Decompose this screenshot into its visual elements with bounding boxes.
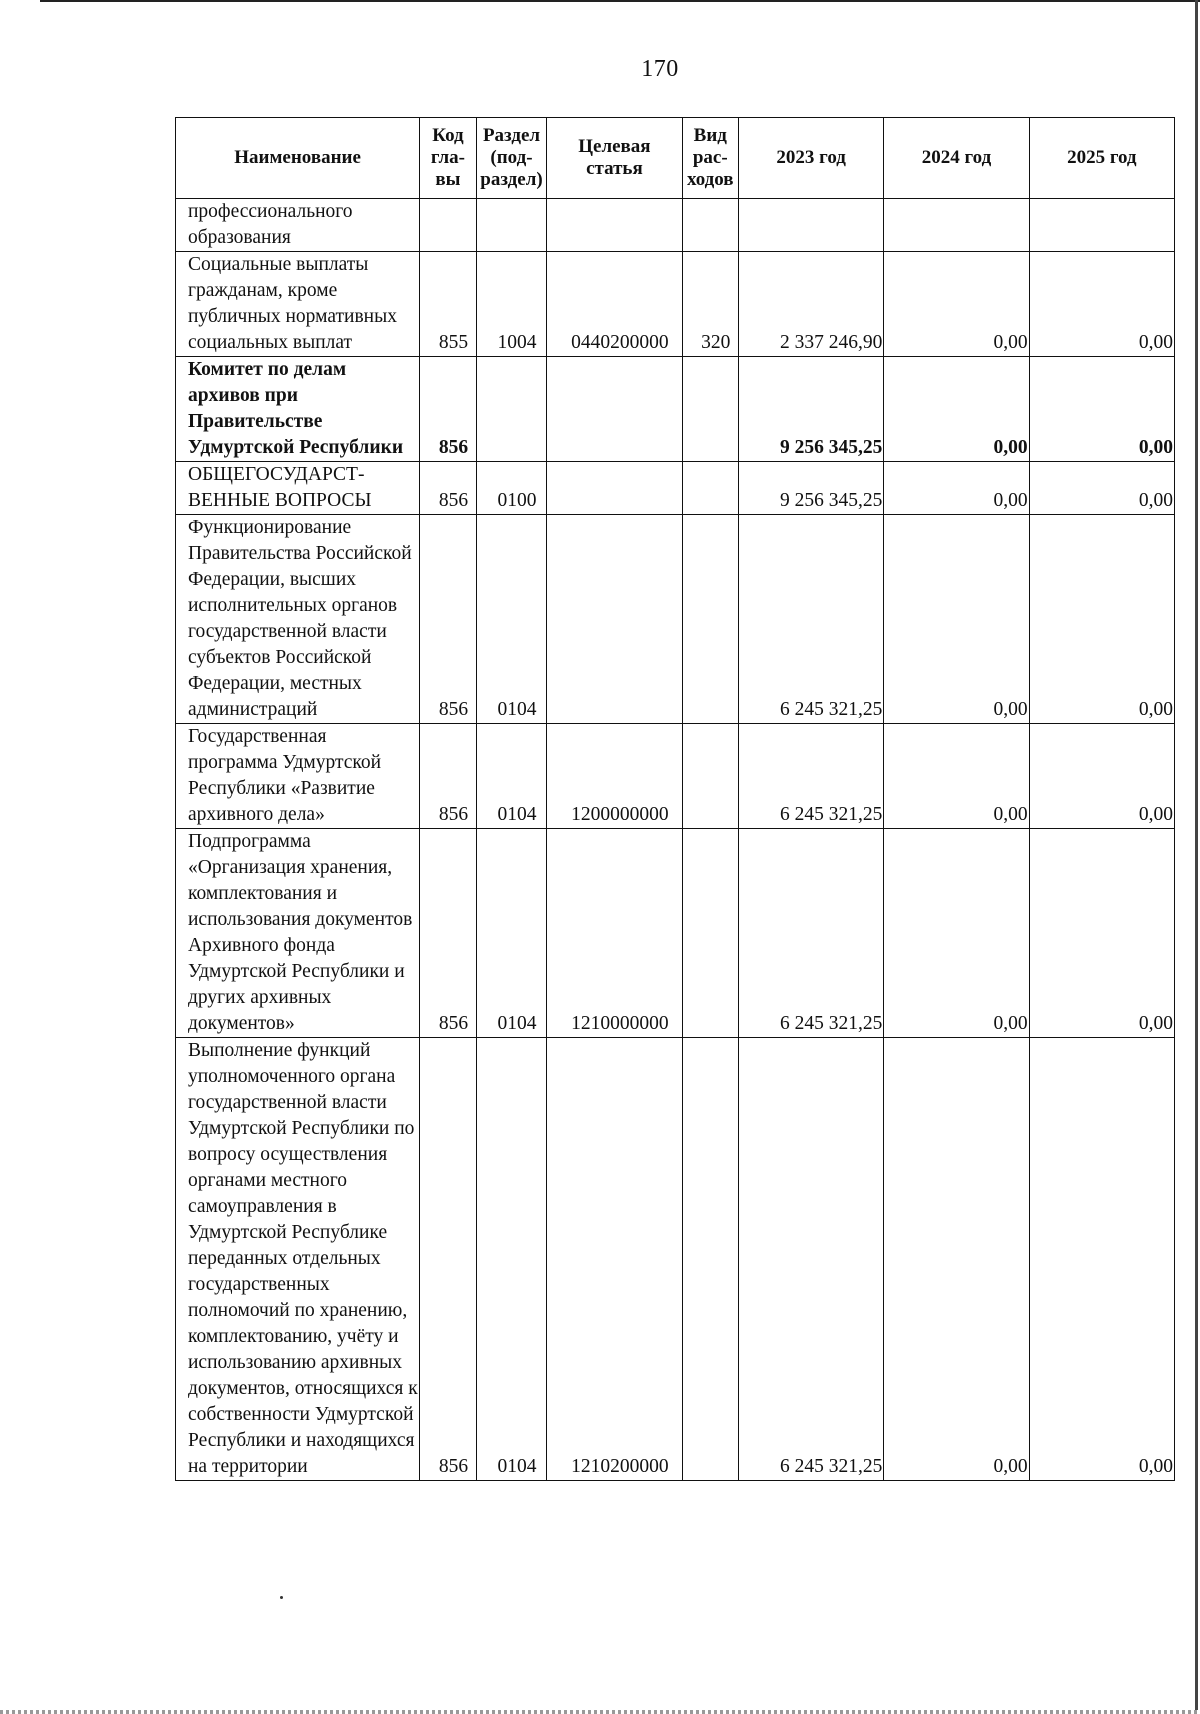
table-header-row [176, 118, 1175, 199]
row-value-2025: 0,00 [1029, 357, 1174, 462]
row-chapter-code: 856 [420, 357, 477, 462]
table-row [176, 462, 1175, 515]
table-row [176, 357, 1175, 462]
row-chapter-code: 856 [420, 515, 477, 724]
scan-edge-right [1195, 0, 1198, 1714]
row-value-2024: 0,00 [884, 829, 1029, 1038]
row-name: ОБЩЕГОСУДАРСТ-ВЕННЫЕ ВОПРОСЫ [176, 462, 420, 515]
header-chapter-code: Код гла- вы [420, 118, 477, 199]
scan-edge-bottom [0, 1710, 1200, 1714]
row-expense-type [682, 1038, 739, 1481]
header-expense-type: Вид рас- ходов [682, 118, 739, 199]
row-value-2023: 6 245 321,25 [739, 1038, 884, 1481]
header-section: Раздел (под- раздел) [476, 118, 547, 199]
row-target-article [547, 515, 682, 724]
row-expense-type [682, 199, 739, 252]
row-chapter-code: 856 [420, 462, 477, 515]
row-name: Функционирование Правительства Российской Федерации, высших исполнительных органов государственной власти субъектов Российской Федерации, местных администраций [176, 515, 420, 724]
row-name: профессионального образования [176, 199, 420, 252]
row-value-2023 [739, 199, 884, 252]
row-name: Выполнение функций уполномоченного органа государственной власти Удмуртской Республики по вопросу осуществления органами местного самоуправления в Удмуртской Республике переданных отдельных государственных полномочий по хранению, комплектованию, учёту и использованию архивных документов, относящихся к собственности Удмуртской Республики и находящихся на территории [176, 1038, 420, 1481]
row-target-article: 1200000000 [547, 724, 682, 829]
budget-table [175, 117, 1175, 1481]
row-value-2024: 0,00 [884, 462, 1029, 515]
row-chapter-code: 855 [420, 252, 477, 357]
table-row [176, 515, 1175, 724]
row-expense-type [682, 829, 739, 1038]
row-value-2023: 6 245 321,25 [739, 724, 884, 829]
header-year-2025: 2025 год [1029, 118, 1174, 199]
row-expense-type: 320 [682, 252, 739, 357]
row-section [476, 357, 547, 462]
row-value-2024 [884, 199, 1029, 252]
row-target-article [547, 357, 682, 462]
row-name: Социальные выплаты гражданам, кроме публичных нормативных социальных выплат [176, 252, 420, 357]
header-target-article: Целевая статья [547, 118, 682, 199]
row-section: 0100 [476, 462, 547, 515]
row-value-2024: 0,00 [884, 724, 1029, 829]
row-value-2025: 0,00 [1029, 515, 1174, 724]
header-year-2023: 2023 год [739, 118, 884, 199]
row-section [476, 199, 547, 252]
scan-speck [280, 1596, 283, 1599]
row-section: 0104 [476, 829, 547, 1038]
page-number: 170 [641, 56, 679, 82]
row-value-2024: 0,00 [884, 1038, 1029, 1481]
row-value-2023: 9 256 345,25 [739, 357, 884, 462]
row-name: Комитет по делам архивов при Правительстве Удмуртской Республики [176, 357, 420, 462]
table-row [176, 252, 1175, 357]
row-value-2024: 0,00 [884, 252, 1029, 357]
table-row [176, 829, 1175, 1038]
row-section: 0104 [476, 724, 547, 829]
row-value-2023: 9 256 345,25 [739, 462, 884, 515]
row-value-2025 [1029, 199, 1174, 252]
header-year-2024: 2024 год [884, 118, 1029, 199]
row-value-2025: 0,00 [1029, 1038, 1174, 1481]
row-value-2024: 0,00 [884, 515, 1029, 724]
table-row [176, 724, 1175, 829]
row-expense-type [682, 515, 739, 724]
row-expense-type [682, 357, 739, 462]
row-section: 0104 [476, 515, 547, 724]
row-value-2024: 0,00 [884, 357, 1029, 462]
row-value-2023: 6 245 321,25 [739, 829, 884, 1038]
row-chapter-code: 856 [420, 724, 477, 829]
row-name: Подпрограмма «Организация хранения, комплектования и использования документов Архивного фонда Удмуртской Республики и других архивных документов» [176, 829, 420, 1038]
row-section: 0104 [476, 1038, 547, 1481]
row-section: 1004 [476, 252, 547, 357]
row-chapter-code: 856 [420, 1038, 477, 1481]
row-value-2023: 6 245 321,25 [739, 515, 884, 724]
row-value-2023: 2 337 246,90 [739, 252, 884, 357]
row-target-article: 0440200000 [547, 252, 682, 357]
header-name: Наименование [176, 118, 420, 199]
row-expense-type [682, 724, 739, 829]
row-chapter-code [420, 199, 477, 252]
row-target-article [547, 462, 682, 515]
row-value-2025: 0,00 [1029, 462, 1174, 515]
row-expense-type [682, 462, 739, 515]
row-value-2025: 0,00 [1029, 724, 1174, 829]
row-target-article: 1210200000 [547, 1038, 682, 1481]
row-target-article: 1210000000 [547, 829, 682, 1038]
row-value-2025: 0,00 [1029, 252, 1174, 357]
row-target-article [547, 199, 682, 252]
table-row [176, 1038, 1175, 1481]
row-chapter-code: 856 [420, 829, 477, 1038]
row-value-2025: 0,00 [1029, 829, 1174, 1038]
row-name: Государственная программа Удмуртской Республики «Развитие архивного дела» [176, 724, 420, 829]
scan-edge-top [40, 0, 1200, 2]
table-row [176, 199, 1175, 252]
